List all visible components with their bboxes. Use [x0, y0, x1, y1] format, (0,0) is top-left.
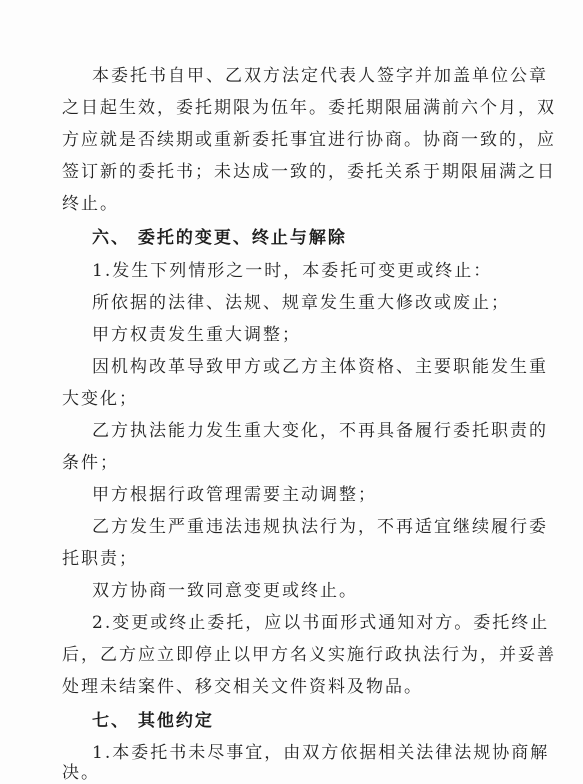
- paragraph-line: 方应就是否续期或重新委托事宜进行协商。协商一致的，应: [62, 130, 556, 150]
- section-heading-6: 六、 委托的变更、终止与解除: [92, 228, 347, 248]
- clause-case: 因机构改革导致甲方或乙方主体资格、主要职能发生重: [92, 357, 548, 377]
- paragraph-line: 签订新的委托书；未达成一致的，委托关系于期限届满之日: [62, 162, 556, 182]
- paragraph-line: 终止。: [62, 194, 119, 214]
- clause-item-2: 2.变更或终止委托，应以书面形式通知对方。委托终止: [92, 613, 550, 633]
- clause-case: 甲方根据行政管理需要主动调整；: [92, 485, 377, 505]
- clause-item-2: 处理未结案件、移交相关文件资料及物品。: [62, 677, 423, 697]
- section-heading-7: 七、 其他约定: [92, 711, 214, 731]
- clause-case: 双方协商一致同意变更或终止。: [92, 581, 358, 601]
- clause-item-7-1: 1.本委托书未尽事宜，由双方依据相关法律法规协商解: [92, 743, 550, 763]
- clause-item-7-1: 决。: [62, 763, 100, 783]
- paragraph-line: 之日起生效，委托期限为伍年。委托期限届满前六个月，双: [62, 98, 556, 118]
- clause-case: 乙方发生严重违法违规执法行为，不再适宜继续履行委: [92, 517, 548, 537]
- paragraph-line: 本委托书自甲、乙双方法定代表人签字并加盖单位公章: [92, 66, 548, 86]
- clause-case: 托职责；: [62, 549, 138, 569]
- clause-case: 所依据的法律、法规、规章发生重大修改或废止；: [92, 293, 510, 313]
- clause-item-2: 后，乙方应立即停止以甲方名义实施行政执法行为，并妥善: [62, 645, 556, 665]
- clause-case: 乙方执法能力发生重大变化，不再具备履行委托职责的: [92, 421, 548, 441]
- clause-case: 大变化；: [62, 389, 138, 409]
- clause-intro: 1.发生下列情形之一时，本委托可变更或终止：: [92, 261, 493, 281]
- clause-case: 条件；: [62, 453, 119, 473]
- clause-case: 甲方权责发生重大调整；: [92, 325, 301, 345]
